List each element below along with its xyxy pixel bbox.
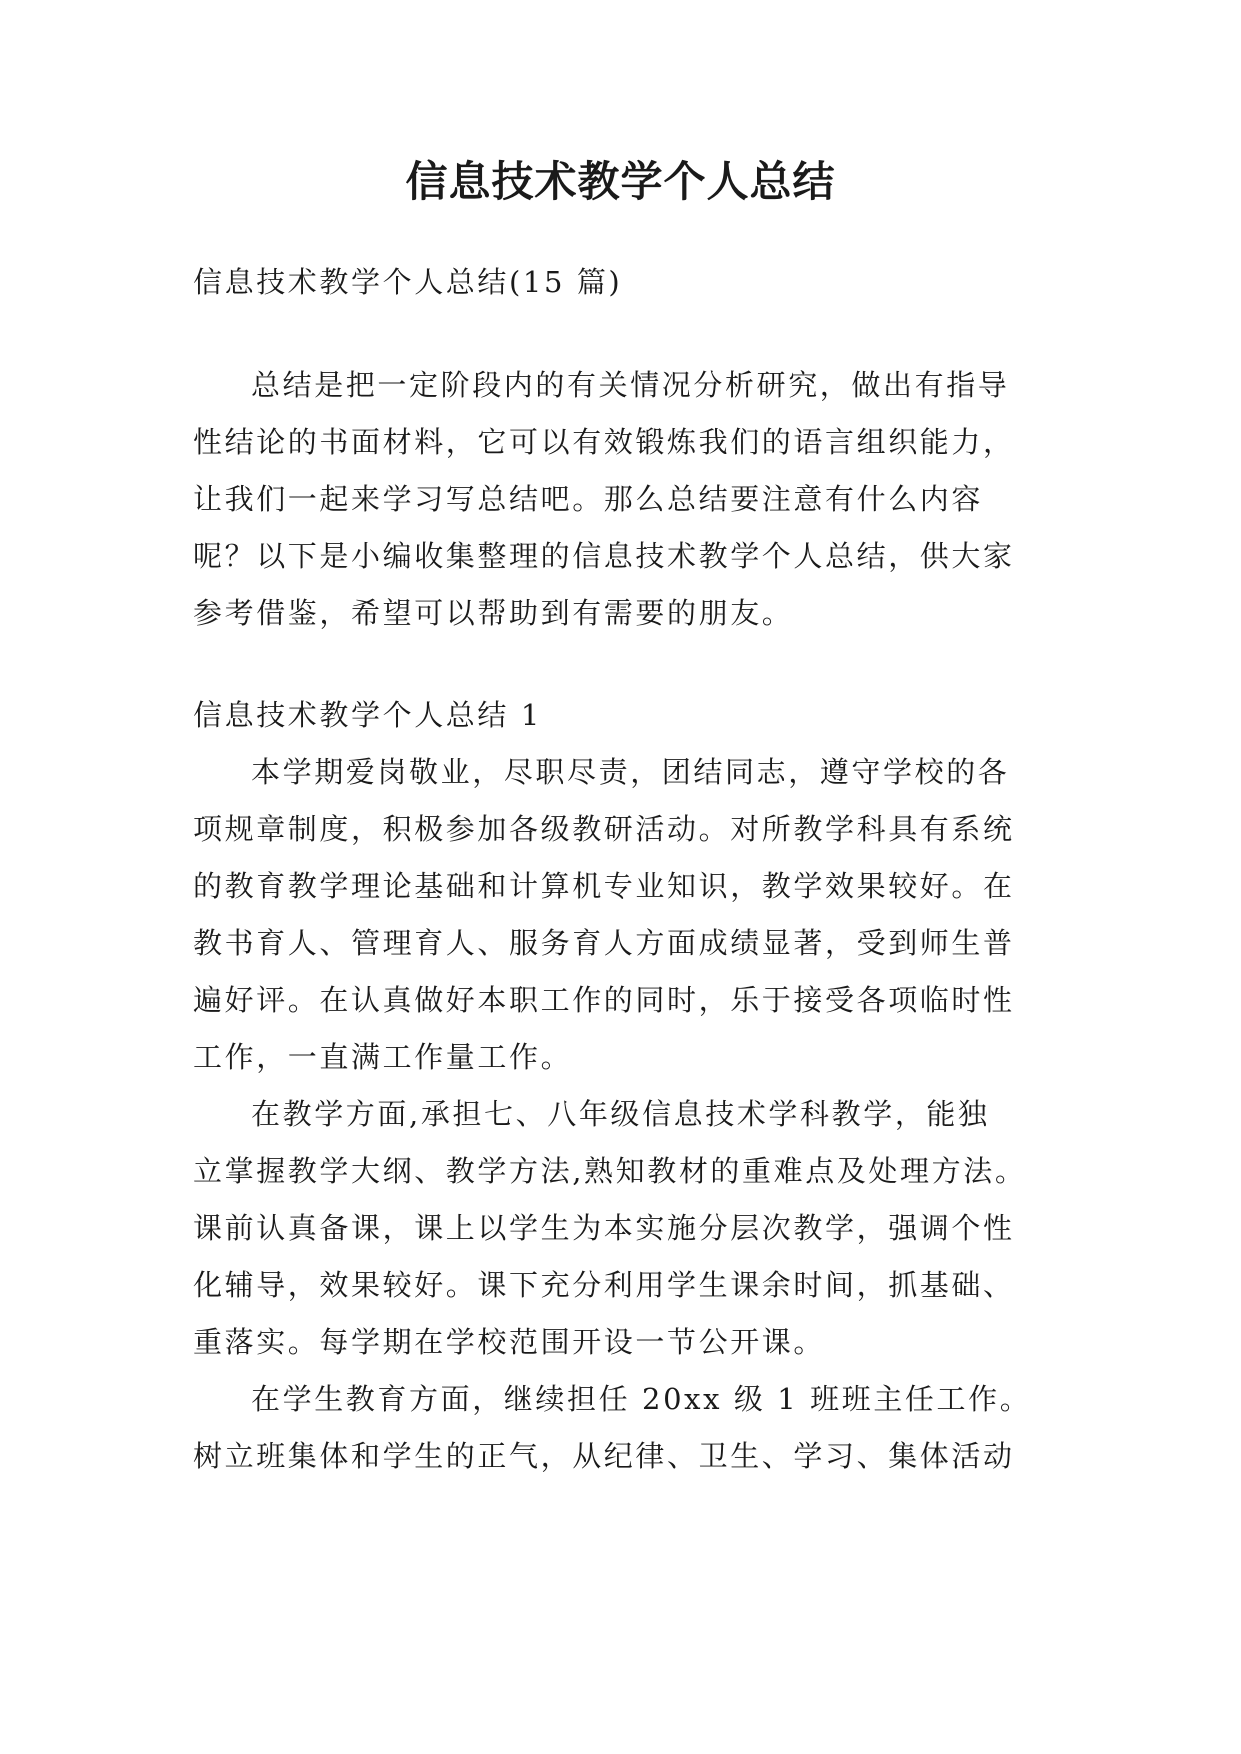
- intro-line: 呢？以下是小编收集整理的信息技术教学个人总结，供大家: [193, 539, 1015, 573]
- paragraph-line: 本学期爱岗敬业，尽职尽责，团结同志，遵守学校的各: [251, 755, 1010, 789]
- paragraph-line: 课前认真备课，课上以学生为本实施分层次教学，强调个性: [193, 1211, 1015, 1245]
- intro-line: 参考借鉴，希望可以帮助到有需要的朋友。: [193, 596, 794, 630]
- paragraph-line: 项规章制度，积极参加各级教研活动。对所教学科具有系统: [193, 812, 1015, 846]
- section-heading: 信息技术教学个人总结 1: [193, 698, 542, 732]
- paragraph-line: 立掌握教学大纲、教学方法,熟知教材的重难点及处理方法。: [193, 1154, 1027, 1188]
- paragraph-line: 重落实。每学期在学校范围开设一节公开课。: [193, 1325, 826, 1359]
- paragraph-line: 在学生教育方面，继续担任 20xx 级 1 班班主任工作。: [251, 1382, 1032, 1416]
- paragraph-line: 化辅导，效果较好。课下充分利用学生课余时间，抓基础、: [193, 1268, 1015, 1302]
- document-subtitle: 信息技术教学个人总结(15 篇): [193, 265, 623, 299]
- paragraph-line: 工作，一直满工作量工作。: [193, 1040, 573, 1074]
- paragraph-line: 教书育人、管理育人、服务育人方面成绩显著，受到师生普: [193, 926, 1015, 960]
- paragraph-line: 的教育教学理论基础和计算机专业知识，教学效果较好。在: [193, 869, 1015, 903]
- intro-line: 总结是把一定阶段内的有关情况分析研究，做出有指导: [251, 368, 1010, 402]
- intro-line: 让我们一起来学习写总结吧。那么总结要注意有什么内容: [193, 482, 984, 516]
- intro-line: 性结论的书面材料，它可以有效锻炼我们的语言组织能力，: [193, 425, 1015, 459]
- paragraph-line: 遍好评。在认真做好本职工作的同时，乐于接受各项临时性: [193, 983, 1015, 1017]
- paragraph-line: 树立班集体和学生的正气，从纪律、卫生、学习、集体活动: [193, 1439, 1015, 1473]
- paragraph-line: 在教学方面,承担七、八年级信息技术学科教学，能独: [251, 1097, 990, 1131]
- document-title: 信息技术教学个人总结: [405, 157, 836, 206]
